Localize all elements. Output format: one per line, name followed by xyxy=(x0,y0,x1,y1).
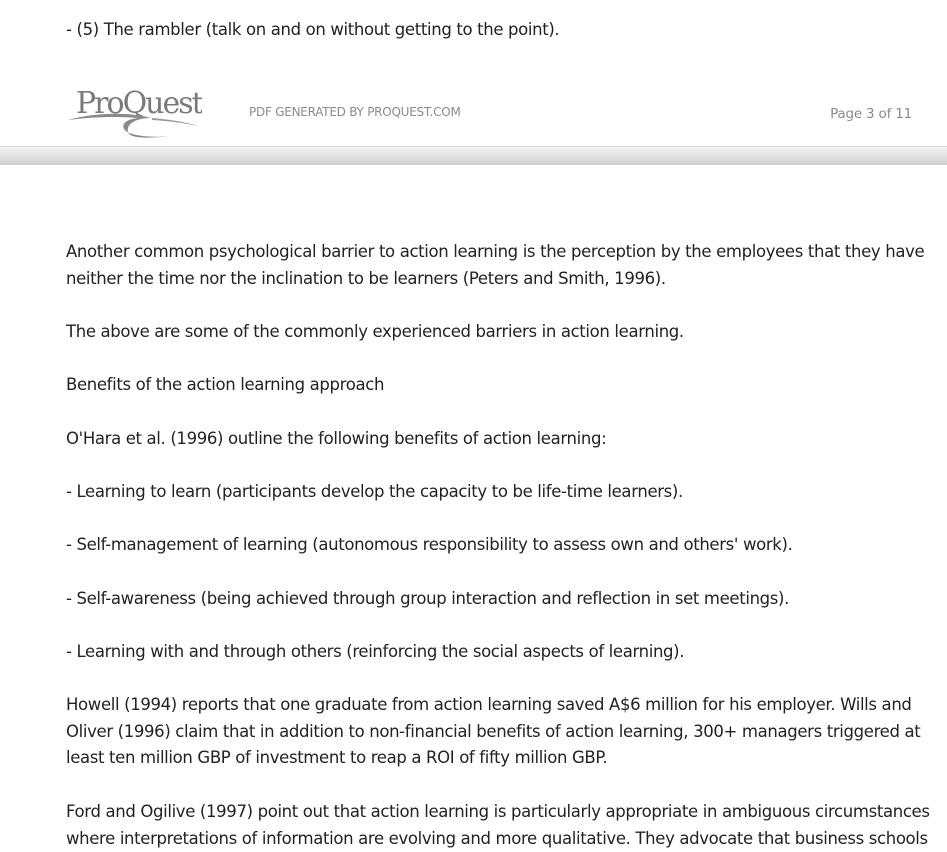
previous-page-last-line: - (5) The rambler (talk on and on without getting to the point). xyxy=(66,20,560,39)
paragraph: Howell (1994) reports that one graduate from action learning saved A$6 million for his employer. Wills and Oliver (1996) claim that in addition to non-financial benefits of action learning, 300+ managers triggered at least ten million GBP of investment to reap a ROI of fifty million GBP. xyxy=(66,695,921,767)
proquest-logo xyxy=(66,82,202,142)
list-item: - Self-awareness (being achieved through group interaction and reflection in set meetings). xyxy=(66,589,790,608)
pdf-generated-label: PDF GENERATED BY PROQUEST.COM xyxy=(249,105,461,119)
previous-page-bottom xyxy=(0,0,947,146)
paragraph: Ford and Ogilive (1997) point out that action learning is particularly appropriate in ambiguous circumstances where interpretations of information are evolving and more qualitative. They advocate that business schools xyxy=(66,802,930,848)
paragraph: The above are some of the commonly experienced barriers in action learning. xyxy=(66,322,684,341)
list-item: - Self-management of learning (autonomous responsibility to assess own and others' work). xyxy=(66,535,793,554)
section-heading: Benefits of the action learning approach xyxy=(66,375,385,394)
list-item: - Learning with and through others (reinforcing the social aspects of learning). xyxy=(66,642,685,661)
svg-text:ProQuest: ProQuest xyxy=(76,86,202,121)
paragraph: Another common psychological barrier to action learning is the perception by the employees that they have neither the time nor the inclination to be learners (Peters and Smith, 1996). xyxy=(66,242,925,288)
list-item: - Learning to learn (participants develop the capacity to be life-time learners). xyxy=(66,482,683,501)
page-number: Page 3 of 11 xyxy=(830,106,912,122)
document-page xyxy=(0,165,947,847)
paragraph: O'Hara et al. (1996) outline the following benefits of action learning: xyxy=(66,429,607,448)
page-separator xyxy=(0,146,947,165)
